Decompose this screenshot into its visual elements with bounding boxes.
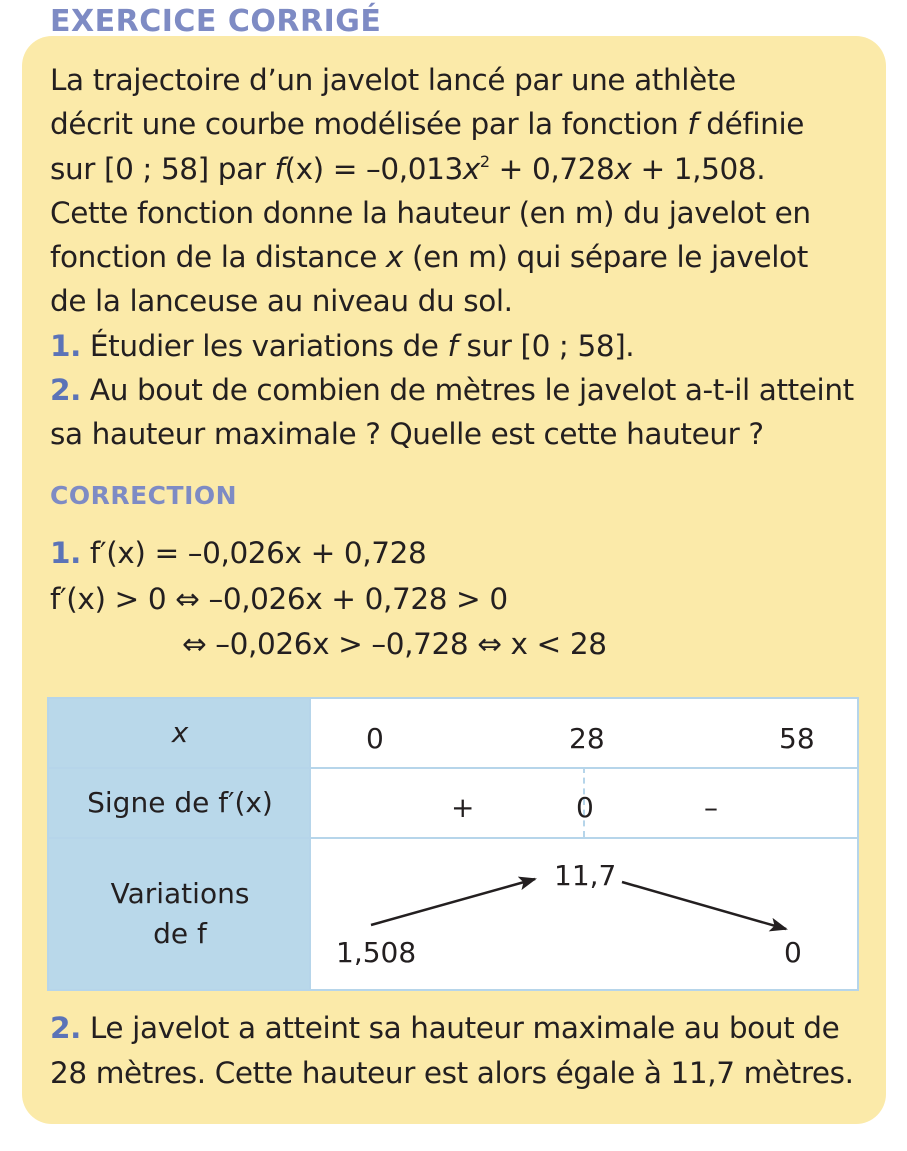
x-value-28: 28 [569, 722, 605, 755]
question-2-continued: sa hauteur maximale ? Quelle est cette hauteur ? [50, 417, 764, 452]
inequality-line-2: ⇔ –0,026x > –0,728 ⇔ x < 28 [182, 627, 607, 661]
answer-line: 28 mètres. Cette hauteur est alors égale à 11,7 mètres. [50, 1055, 854, 1090]
correction-title: CORRECTION [50, 481, 238, 510]
question-2: 2. Au bout de combien de mètres le javelot a-t-il atteint [50, 373, 854, 408]
increasing-arrow [371, 879, 535, 925]
x-value-58: 58 [779, 722, 815, 755]
variation-arrows [49, 699, 857, 989]
exercise-title: EXERCICE CORRIGÉ [50, 4, 382, 39]
statement-line: Cette fonction donne la hauteur (en m) du javelot en [50, 195, 811, 230]
f-value-start: 1,508 [336, 936, 417, 969]
answer-line: 2. Le javelot a atteint sa hauteur maximale au bout de [50, 1011, 840, 1045]
x-value-0: 0 [366, 722, 384, 755]
question-1: 1. Étudier les variations de f sur [0 ; 58]. [50, 328, 635, 363]
sign-zero: 0 [576, 791, 594, 824]
statement-line: de la lanceuse au niveau du sol. [50, 284, 513, 319]
problem-statement [50, 58, 870, 457]
row-label-x: x [49, 699, 311, 767]
answer-2 [50, 1006, 870, 1095]
statement-line: fonction de la distance x (en m) qui sépare le javelot [50, 240, 808, 275]
sign-minus: – [704, 791, 718, 824]
function-definition: sur [0 ; 58] par $f(x) = -0,013x^2 + 0,728x + 1,508$. [50, 151, 766, 186]
decreasing-arrow [622, 882, 786, 929]
row-label-variations: Variations de f [49, 839, 311, 989]
derivative-line: 1. f′(x) = –0,026x + 0,728 [50, 536, 427, 570]
f-value-max: 11,7 [554, 859, 617, 892]
sign-plus: + [451, 791, 475, 824]
correction-body [50, 531, 870, 668]
variation-table [47, 697, 859, 991]
f-value-end: 0 [784, 936, 802, 969]
statement-line: La trajectoire d’un javelot lancé par une athlète [50, 63, 736, 97]
inequality-line-1: f′(x) > 0 ⇔ –0,026x + 0,728 > 0 [50, 581, 508, 616]
row-label-sign: Signe de f′(x) [49, 769, 311, 837]
statement-line: décrit une courbe modélisée par la fonction f définie [50, 107, 805, 142]
